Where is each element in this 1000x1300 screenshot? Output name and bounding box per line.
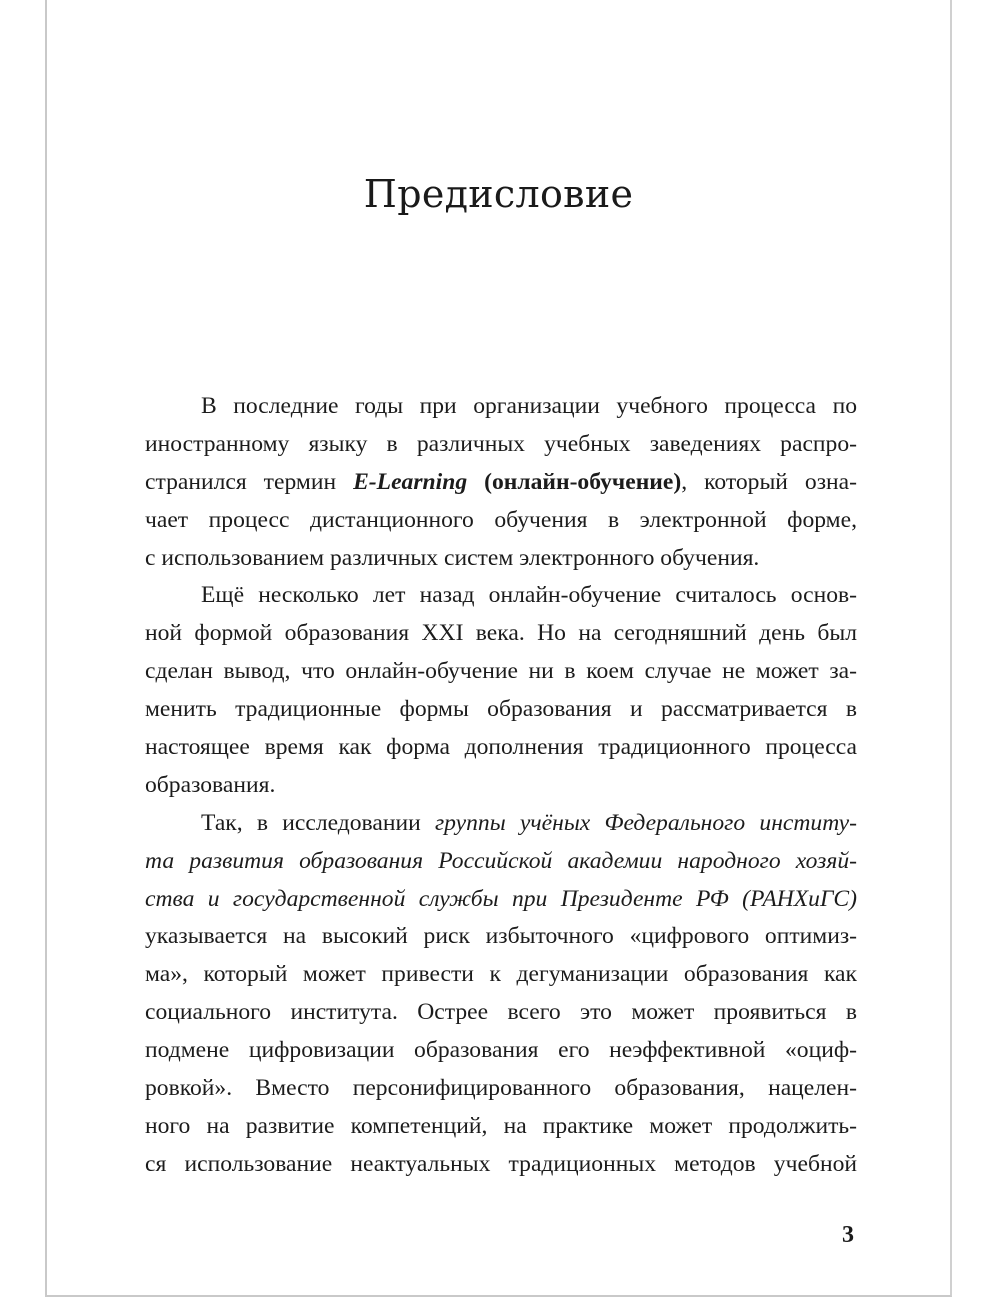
paragraph-2-line-5: настоящее время как форма дополнения традиционного процесса xyxy=(145,734,857,761)
paragraph-3-line-8: ровкой». Вместо персонифицированного образования, нацелен- xyxy=(145,1075,857,1102)
online-learning-term: (онлайн-обучение) xyxy=(467,468,682,495)
paragraph-3-line-1: Так, в исследовании группы учёных Федерального институ- xyxy=(201,809,857,836)
paragraph-3-line-5: ма», который может привести к дегуманизации образования как xyxy=(145,961,857,988)
paragraph-3-line-7: подмене цифровизации образования его неэффективной «оциф- xyxy=(145,1037,857,1064)
paragraph-3-line-2: та развития образования Российской академии народного хозяй- xyxy=(145,847,857,874)
paragraph-3-line-10: ся использование неактуальных традиционных методов учебной xyxy=(145,1150,857,1177)
paragraph-3-line-3: ства и государственной службы при Президенте РФ (РАНХиГС) xyxy=(145,885,857,912)
paragraph-3-line-6: социального института. Острее всего это может проявиться в xyxy=(145,999,857,1026)
paragraph-2-line-4: менить традиционные формы образования и рассматривается в xyxy=(145,696,857,723)
paragraph-2-line-2: ной формой образования XXI века. Но на сегодняшний день был xyxy=(145,620,857,647)
page-title: Предисловие xyxy=(363,172,634,216)
paragraph-1-line-3: странился термин E-Learning (онлайн-обучение), который озна- xyxy=(145,468,857,495)
document-page xyxy=(45,0,952,1297)
paragraph-1-line-2: иностранному языку в различных учебных заведениях распро- xyxy=(145,430,857,457)
paragraph-2-line-6: образования. xyxy=(145,771,276,798)
paragraph-3-line-4: указывается на высокий риск избыточного «цифрового оптимиз- xyxy=(145,923,857,950)
paragraph-3-line-9: ного на развитие компетенций, на практике может продолжить- xyxy=(145,1112,857,1139)
paragraph-2-line-3: сделан вывод, что онлайн-обучение ни в коем случае не может за- xyxy=(145,658,857,685)
page-number: 3 xyxy=(842,1222,854,1248)
institute-name-italic: группы учёных Федерального институ- xyxy=(434,809,857,836)
body-text xyxy=(145,388,857,1184)
paragraph-2-line-1: Ещё несколько лет назад онлайн-обучение считалось основ- xyxy=(201,582,857,609)
paragraph-1-line-5: с использованием различных систем электронного обучения. xyxy=(145,544,760,571)
e-learning-term: E-Learning xyxy=(353,468,468,495)
paragraph-1-line-4: чает процесс дистанционного обучения в электронной форме, xyxy=(145,506,857,533)
paragraph-1-line-1: В последние годы при организации учебного процесса по xyxy=(201,393,857,419)
